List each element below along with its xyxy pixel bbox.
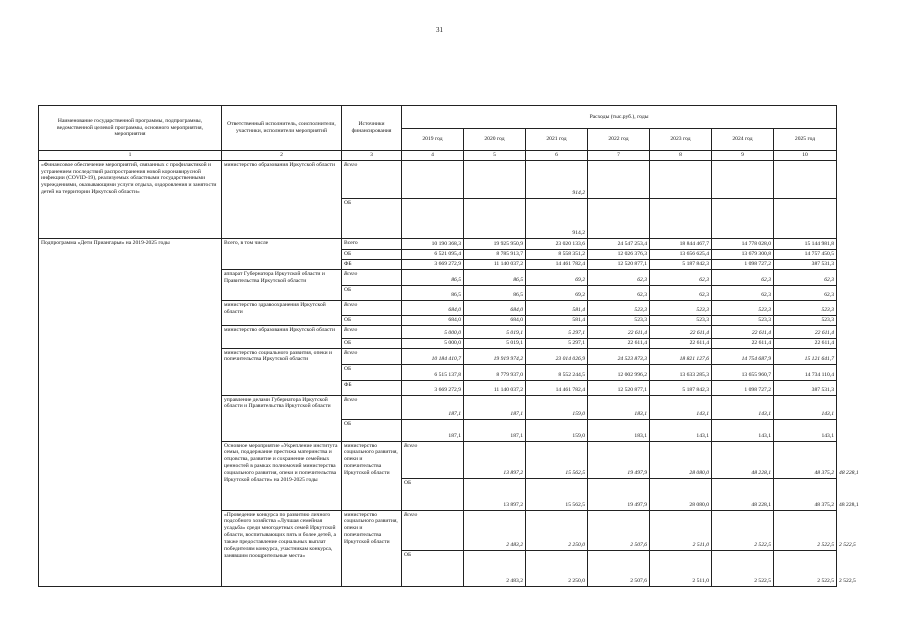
year-header: 2025 год [774, 129, 837, 151]
value-cell: 5 019,1 [464, 325, 526, 338]
value-cell: 69,2 [526, 269, 588, 285]
program-name-cell: «Финансовое обеспечение мероприятий, связанных с профилактикой и устранением последствий распространения новой коронавирусной инфекции (COVID-19), реализуемых областными государственными учреждениями, оказывающими услуги отдыха, оздоровления и занятости детей на территории Иркутской области» [39, 160, 222, 238]
source-cell: ОБ [402, 550, 464, 586]
value-cell: 684,0 [402, 300, 464, 315]
value-cell: 62,3 [774, 269, 837, 285]
column-number: 2 [222, 151, 342, 161]
value-cell: 13 655 960,7 [712, 364, 774, 380]
value-cell: 6 521 095,4 [402, 249, 464, 259]
value-cell: 19 497,9 [588, 478, 650, 510]
value-cell: 2 511,0 [650, 550, 712, 586]
value-cell: 12 026 376,3 [588, 249, 650, 259]
executor-cell: Всего, в том числе [222, 238, 342, 269]
value-cell: 62,3 [588, 269, 650, 285]
column-number: 8 [650, 151, 712, 161]
value-cell: 143,1 [650, 395, 712, 419]
program-name-cell: «Проведение конкурса по развитию личного подсобного хозяйства «Лучшая семейная усадьба» среди многодетных семей Иркутской области, воспитывающих пять и более детей, а также предоставление социальных выплат победителям конкурса, участникам конкурса, занявшим поощрительные места» [222, 510, 342, 586]
value-cell: 22 611,4 [712, 325, 774, 338]
value-cell: 523,3 [774, 315, 837, 325]
value-cell [650, 160, 712, 198]
value-cell: 143,1 [712, 395, 774, 419]
value-cell: 12 002 996,2 [588, 364, 650, 380]
value-cell: 14 778 028,0 [712, 238, 774, 249]
source-cell: Всего [342, 160, 402, 198]
value-cell: 523,3 [650, 315, 712, 325]
value-cell: 523,3 [774, 300, 837, 315]
value-cell: 24 547 253,4 [588, 238, 650, 249]
table-row: ОБ 2 483,2 2 250,0 2 507,6 2 511,0 2 522,5 2 522,5 2 522,5 [39, 550, 837, 586]
value-cell: 159,0 [526, 419, 588, 441]
value-cell: 2 483,2 [464, 550, 526, 586]
source-cell: ОБ [342, 419, 402, 441]
value-cell: 19 919 974,2 [464, 348, 526, 364]
executor-cell: министерство здравоохранения Иркутской области [222, 300, 342, 325]
executor-cell: аппарат Губернатора Иркутской области и Правительства Иркутской области [222, 269, 342, 300]
value-cell: 143,1 [774, 395, 837, 419]
year-header: 2019 год [402, 129, 464, 151]
value-cell: 914,2 [526, 160, 588, 198]
executor-cell: министерство образования Иркутской области [222, 160, 342, 238]
value-cell: 684,0 [464, 300, 526, 315]
value-cell: 2 522,5 [712, 510, 774, 550]
value-cell: 23 020 133,6 [526, 238, 588, 249]
value-cell: 8 779 937,0 [464, 364, 526, 380]
value-cell: 684,0 [464, 315, 526, 325]
source-cell: Всего [342, 300, 402, 315]
value-cell: 2 522,5 [712, 550, 774, 586]
value-cell: 48 228,1 [712, 441, 774, 478]
source-cell: ОБ [342, 249, 402, 259]
year-header: 2020 год [464, 129, 526, 151]
value-cell: 13 897,2 [464, 478, 526, 510]
value-cell: 22 611,4 [774, 338, 837, 348]
value-cell: 14 757 450,5 [774, 249, 837, 259]
value-cell: 187,1 [402, 419, 464, 441]
value-cell [774, 198, 837, 238]
value-cell: 62,3 [650, 285, 712, 300]
value-cell: 12 520 877,1 [588, 259, 650, 269]
year-header: 2021 год [526, 129, 588, 151]
value-cell: 5 019,1 [464, 338, 526, 348]
table-row: ОБ 13 897,2 15 562,5 19 497,9 28 080,0 48 228,1 48 375,2 48 228,1 [39, 478, 837, 510]
value-cell: 187,1 [464, 395, 526, 419]
value-cell: 387 531,3 [774, 259, 837, 269]
value-cell: 24 523 873,3 [588, 348, 650, 364]
value-cell: 5 187 842,3 [650, 259, 712, 269]
value-cell: 11 140 037,2 [464, 259, 526, 269]
value-cell [402, 160, 464, 198]
source-cell: Всего [402, 441, 464, 478]
value-cell: 22 611,4 [774, 325, 837, 338]
value-cell: 62,3 [588, 285, 650, 300]
executor-cell: министерство социального развития, опеки и попечительства Иркутской области [342, 510, 402, 586]
source-cell: Всего [342, 348, 402, 364]
value-cell: 48 228,1 [712, 478, 774, 510]
source-cell: ОБ [342, 338, 402, 348]
value-cell: 13 679 300,8 [712, 249, 774, 259]
value-cell: 48 375,2 [774, 441, 837, 478]
source-cell: ОБ [342, 285, 402, 300]
value-cell: 8 558 351,2 [526, 249, 588, 259]
value-cell: 28 080,0 [650, 478, 712, 510]
value-cell: 523,3 [650, 300, 712, 315]
table-row: «Проведение конкурса по развитию личного подсобного хозяйства «Лучшая семейная усадьба» среди многодетных семей Иркутской области, воспитывающих пять и более детей, а также предоставление социальных выплат победителям конкурса, участникам конкурса, занявшим поощрительные места» министерство социального развития, опеки и попечительства Иркутской области Всего 2 483,2 2 250,0 2 507,6 2 511,0 2 522,5 2 522,5 2 522,5 [39, 510, 837, 550]
value-cell: 183,1 [588, 419, 650, 441]
source-cell: Всего [342, 238, 402, 249]
value-cell: 86,5 [402, 285, 464, 300]
value-cell: 22 611,4 [588, 325, 650, 338]
value-cell: 5 187 842,3 [650, 380, 712, 395]
value-cell: 523,3 [712, 300, 774, 315]
value-cell: 18 844 467,7 [650, 238, 712, 249]
value-cell: 5 000,0 [402, 325, 464, 338]
value-cell: 5 297,1 [526, 325, 588, 338]
value-cell: 187,1 [464, 419, 526, 441]
value-cell: 8 552 244,5 [526, 364, 588, 380]
value-cell: 143,1 [650, 419, 712, 441]
value-cell: 8 785 913,7 [464, 249, 526, 259]
value-cell: 62,3 [712, 285, 774, 300]
value-cell: 13 656 625,4 [650, 249, 712, 259]
value-cell: 22 611,4 [650, 325, 712, 338]
value-cell: 14 754 687,9 [712, 348, 774, 364]
value-cell: 581,4 [526, 315, 588, 325]
value-cell: 19 925 950,9 [464, 238, 526, 249]
value-cell: 22 611,4 [712, 338, 774, 348]
value-cell: 183,1 [588, 395, 650, 419]
value-cell: 387 531,3 [774, 380, 837, 395]
executor-cell: управление делами Губернатора Иркутской области и Правительства Иркутской области [222, 395, 342, 441]
value-cell: 143,1 [712, 419, 774, 441]
value-cell: 15 562,5 [526, 441, 588, 478]
value-cell: 62,3 [774, 285, 837, 300]
value-cell: 86,5 [464, 285, 526, 300]
value-cell [774, 160, 837, 198]
value-cell: 22 611,4 [588, 338, 650, 348]
value-cell: 15 562,5 [526, 478, 588, 510]
column-number: 6 [526, 151, 588, 161]
source-cell: Всего [342, 269, 402, 285]
source-cell: Всего [342, 395, 402, 419]
header-sources: Источники финансирования [342, 106, 402, 151]
source-cell: ОБ [342, 364, 402, 380]
value-cell: 2 250,0 [526, 510, 588, 550]
value-cell: 14 461 782,4 [526, 259, 588, 269]
value-cell [712, 160, 774, 198]
column-number: 9 [712, 151, 774, 161]
value-cell: 62,3 [712, 269, 774, 285]
value-cell: 19 497,9 [588, 441, 650, 478]
value-cell: 13 897,2 [464, 441, 526, 478]
executor-cell: министерство социального развития, опеки и попечительства Иркутской области [222, 348, 342, 395]
value-cell: 10 190 368,3 [402, 238, 464, 249]
executor-cell: министерство социального развития, опеки и попечительства Иркутской области [342, 441, 402, 510]
value-cell: 28 080,0 [650, 441, 712, 478]
value-cell [464, 160, 526, 198]
year-header: 2022 год [588, 129, 650, 151]
program-name-cell: Основное мероприятие «Укрепление института семьи, поддержание престижа материнства и отцовства, развитие и сохранение семейных ценностей в рамках полномочий министерства социального развития, опеки и попечительства Иркутской области» на 2019-2025 годы [222, 441, 342, 510]
column-number-row [39, 151, 837, 161]
table-row [39, 160, 837, 198]
value-cell: 48 375,2 [774, 478, 837, 510]
value-cell: 684,0 [402, 315, 464, 325]
program-name-cell: Подпрограмма «Дети Приангарья» на 2019-2025 годы [39, 238, 222, 586]
value-cell: 2 522,5 [774, 510, 837, 550]
column-number: 7 [588, 151, 650, 161]
value-cell: 10 184 410,7 [402, 348, 464, 364]
value-cell: 13 633 285,3 [650, 364, 712, 380]
value-cell: 62,3 [650, 269, 712, 285]
value-cell: 5 297,1 [526, 338, 588, 348]
table-row [39, 238, 837, 249]
value-cell: 2 522,5 [774, 550, 837, 586]
value-cell: 523,3 [588, 315, 650, 325]
value-cell: 914,2 [526, 198, 588, 238]
value-cell [464, 198, 526, 238]
year-header: 2023 год [650, 129, 712, 151]
value-cell: 22 611,4 [650, 338, 712, 348]
value-cell: 6 515 137,8 [402, 364, 464, 380]
value-cell: 581,4 [526, 300, 588, 315]
source-cell: ОБ [402, 478, 464, 510]
source-cell: ОБ [342, 198, 402, 238]
value-cell: 2 507,6 [588, 510, 650, 550]
value-cell: 1 098 727,2 [712, 380, 774, 395]
header-executor: Ответственный исполнитель, соисполнители, участники, исполнители мероприятий [222, 106, 342, 151]
value-cell: 1 098 727,2 [712, 259, 774, 269]
column-number: 10 [774, 151, 837, 161]
executor-cell: министерство образования Иркутской области [222, 325, 342, 348]
column-number: 4 [402, 151, 464, 161]
value-cell: 3 669 272,9 [402, 259, 464, 269]
table-row: Основное мероприятие «Укрепление института семьи, поддержание престижа материнства и отцовства, развитие и сохранение семейных ценностей в рамках полномочий министерства социального развития, опеки и попечительства Иркутской области» на 2019-2025 годы министерство социального развития, опеки и попечительства Иркутской области Всего 13 897,2 15 562,5 19 497,9 28 080,0 48 228,1 48 375,2 48 228,1 [39, 441, 837, 478]
source-cell: ФБ [342, 259, 402, 269]
column-number: 3 [342, 151, 402, 161]
source-cell: ФБ [342, 380, 402, 395]
value-cell: 187,1 [402, 395, 464, 419]
header-expenses: Расходы (тыс.руб.), годы [402, 106, 837, 129]
source-cell: Всего [342, 325, 402, 338]
value-cell: 143,1 [774, 419, 837, 441]
source-cell: Всего [402, 510, 464, 550]
column-number: 5 [464, 151, 526, 161]
value-cell: 523,3 [588, 300, 650, 315]
value-cell: 12 520 877,1 [588, 380, 650, 395]
value-cell: 18 821 127,6 [650, 348, 712, 364]
value-cell [402, 198, 464, 238]
value-cell: 14 734 110,4 [774, 364, 837, 380]
value-cell: 15 121 641,7 [774, 348, 837, 364]
year-header: 2024 год [712, 129, 774, 151]
value-cell: 15 144 981,8 [774, 238, 837, 249]
value-cell: 159,0 [526, 395, 588, 419]
value-cell: 3 669 272,9 [402, 380, 464, 395]
budget-table [38, 105, 859, 587]
value-cell: 86,5 [464, 269, 526, 285]
header-program: Наименование государственной программы, подпрограммы, ведомственной целевой программы, основного мероприятия, мероприятия [39, 106, 222, 151]
value-cell: 69,2 [526, 285, 588, 300]
value-cell [588, 160, 650, 198]
value-cell: 523,3 [712, 315, 774, 325]
value-cell: 2 483,2 [464, 510, 526, 550]
value-cell: 14 461 782,4 [526, 380, 588, 395]
value-cell [650, 198, 712, 238]
value-cell: 2 507,6 [588, 550, 650, 586]
value-cell: 86,5 [402, 269, 464, 285]
value-cell: 23 014 026,9 [526, 348, 588, 364]
value-cell [712, 198, 774, 238]
column-number: 1 [39, 151, 222, 161]
value-cell [588, 198, 650, 238]
value-cell: 5 000,0 [402, 338, 464, 348]
value-cell: 11 140 037,2 [464, 380, 526, 395]
source-cell: ОБ [342, 315, 402, 325]
value-cell: 2 250,0 [526, 550, 588, 586]
table-body [39, 160, 859, 586]
value-cell: 2 511,0 [650, 510, 712, 550]
page-number: 31 [436, 26, 443, 34]
